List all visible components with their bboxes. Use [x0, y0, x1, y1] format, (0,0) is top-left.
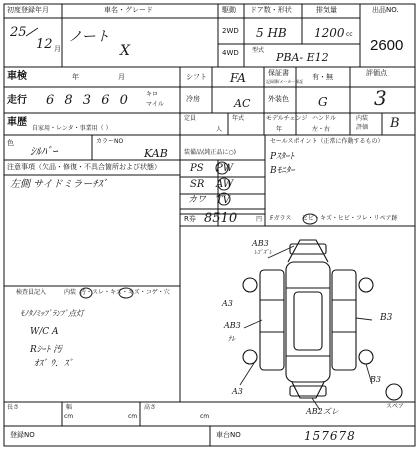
reg-year-value: 25 [10, 25, 27, 40]
notes-text: 左側 サイドミラーﾁｽﾞ [10, 179, 108, 190]
shaken-label: 車検 [7, 71, 27, 82]
equipment-tv: TV [216, 195, 230, 206]
glass-options: ヒビ・キズ・ヒビ・フレ・リペア跡 [302, 215, 398, 222]
displacement-value: 1200 [314, 26, 345, 40]
equipment-pw: PW [216, 163, 234, 174]
interior-line1: ﾓﾉﾀﾉﾐｯﾌﾟﾗﾝﾌﾟ点灯 [20, 309, 84, 318]
model-change-label: モデルチェンジ [266, 115, 308, 122]
model-label: 車名・グレード [104, 6, 153, 14]
shaken-month-unit: 月 [118, 73, 125, 81]
damage-ab3-front-sub: ﾚｺﾞｽﾞﾚ [254, 249, 273, 256]
doors-value: 5 HB [256, 26, 287, 40]
equipment-ps: PS [190, 163, 204, 174]
damage-ab2-rear: AB2ズレ [306, 407, 339, 416]
notes-label: 注意事項（欠品・修復・不具合箇所および状態） [7, 163, 161, 171]
interior-label: 内装 [356, 115, 369, 122]
color-no-value: KAB [144, 147, 168, 160]
length-label: 長さ [7, 404, 20, 411]
equipment-title: 装備品(純正品に○) [184, 149, 236, 156]
type-label: 型式 [252, 47, 265, 54]
chassis-value: 157678 [304, 429, 356, 443]
body-color-value: ｼﾙﾊﾞｰ [30, 145, 58, 158]
color-no-label: カラーNO [96, 138, 124, 145]
height-label: 高さ [144, 404, 157, 411]
warranty-label: 保証書 [268, 69, 289, 77]
width-unit: cm [128, 413, 138, 420]
equipment-aw: AW [216, 179, 234, 190]
displacement-unit: cc [346, 31, 353, 38]
shaken-year-unit: 年 [72, 73, 79, 81]
grade: X [120, 43, 130, 59]
model-code: PBA- E12 [276, 51, 329, 64]
lot-number: 2600 [370, 37, 404, 54]
interior-line3: Rｼｰﾄ 汚 [30, 345, 63, 355]
drive-4wd: 4WD [222, 49, 239, 57]
score-value: 3 [374, 86, 387, 110]
drive-label: 駆動 [222, 6, 236, 14]
width-label: 幅 [66, 404, 73, 411]
damage-a3-left-rear: A3 [232, 387, 243, 396]
mileage-value: 6 8 3 6 0 [46, 93, 131, 108]
height-unit: cm [200, 413, 210, 420]
ac-label: 冷房 [186, 95, 200, 103]
shift-label: シフト [186, 73, 207, 81]
sales-point-line2: Bﾓﾆﾀｰ [270, 166, 295, 176]
interior-options: 汚・スレ・キズ・キズ・コゲ・穴 [80, 289, 170, 296]
lot-label: 出品NO. [372, 6, 399, 14]
chassis-label: 車台NO [216, 431, 241, 439]
color-label: 外装色 [268, 95, 289, 103]
doors-label: ドア数・形状 [250, 6, 292, 14]
damage-a3-left-front: A3 [222, 299, 233, 308]
r-ticket-label: R券 [184, 215, 196, 223]
spare-label: スペア [386, 403, 405, 410]
equipment-leather: カワ [188, 195, 207, 205]
reg-month-value: 12 [36, 37, 53, 52]
displacement-label: 排気量 [316, 6, 337, 14]
mileage-label: 走行 [7, 95, 27, 106]
history-sub: 自家用・レンタ・事業用（ ） [32, 125, 112, 132]
damage-b3-rear-right: B3 [370, 375, 381, 384]
r-ticket-unit: 円 [256, 216, 263, 223]
interior-line2: W/C A [30, 327, 59, 337]
mileage-unit-km: キロ [146, 91, 159, 98]
damage-ab3-front: AB3 [252, 239, 269, 248]
equipment-sr: SR [190, 179, 205, 190]
color-value: G [318, 95, 328, 109]
sales-point-title: セールスポイント（正常に作動するもの） [270, 138, 384, 145]
ac-value: AC [234, 97, 251, 110]
damage-ab3-left: AB3 [224, 321, 241, 330]
reg-year-label: 初度登録年月 [7, 6, 49, 14]
capacity-label: 定員 [184, 115, 197, 122]
interior-sub: 評価 [356, 124, 369, 131]
warranty-sub: 記録簿/メーカー保証 [266, 79, 304, 84]
interior-line4: ｵｽﾞ ｳ．ｽﾞ [34, 359, 73, 369]
history-label: 車歴 [7, 117, 27, 128]
score-label: 評価点 [366, 69, 387, 77]
damage-b3-right: B3 [380, 313, 393, 323]
reg-no-label: 登録NO [10, 431, 35, 439]
model-change-unit: 年 [276, 126, 283, 133]
drive-2wd: 2WD [222, 27, 239, 35]
length-unit: cm [64, 413, 74, 420]
interior-value: B [390, 116, 400, 131]
interior-inner-label: 内装 [64, 289, 77, 296]
mileage-unit-mile: マイル [146, 101, 164, 108]
sales-point-line1: Pｽﾀｰﾄ [270, 152, 295, 162]
damage-ab3-left-sub: ﾅﾚ [228, 335, 235, 343]
reg-month-unit: 月 [54, 45, 61, 53]
handle-label: ハンドル [312, 115, 337, 122]
model-year-label: 年式 [232, 115, 245, 122]
capacity-unit: 人 [216, 126, 223, 133]
shift-value: FA [230, 71, 246, 85]
car-name: ノート [68, 29, 110, 45]
handle-value: 左・右 [312, 126, 331, 133]
glass-label: Fガラス [270, 215, 292, 222]
body-color-label: 色 [7, 139, 14, 147]
inspector-label: 検査員記入 [16, 289, 47, 296]
warranty-value: 有・無 [312, 73, 333, 81]
r-ticket-value: 8510 [204, 211, 238, 226]
